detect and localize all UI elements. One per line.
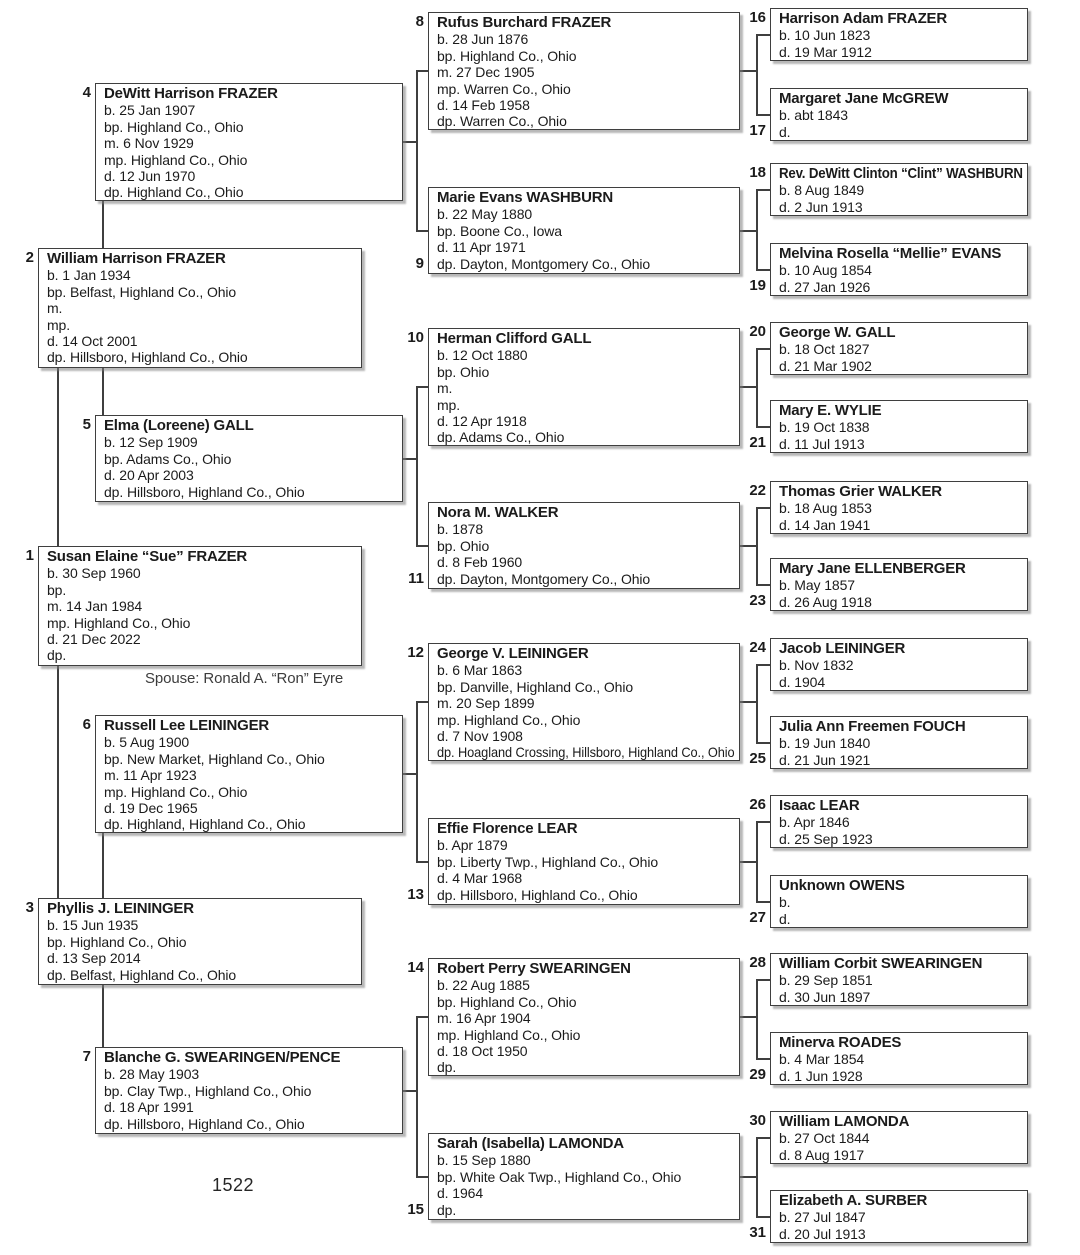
person-box	[749, 8, 1028, 61]
person-detail: b. 1 Jan 1934	[47, 267, 131, 284]
person-number: 23	[749, 591, 766, 609]
person-number: 8	[415, 13, 424, 30]
person-number: 7	[82, 1048, 91, 1065]
person-detail: b. May 1857	[779, 577, 855, 594]
connector-line	[416, 701, 418, 863]
person-number: 26	[749, 796, 766, 813]
connector-line	[738, 1176, 757, 1178]
person-detail: m. 11 Apr 1923	[104, 767, 197, 784]
person-detail: dp. Hillsboro, Highland Co., Ohio	[104, 483, 305, 500]
person-detail: m. 20 Sep 1899	[437, 695, 535, 712]
person-name: William LAMONDA	[779, 1113, 910, 1130]
person-detail: bp. Adams Co., Ohio	[104, 450, 232, 467]
person-number: 28	[749, 954, 766, 971]
person-detail: dp. Adams Co., Ohio	[437, 429, 565, 446]
person-detail: b. Apr 1879	[437, 837, 508, 854]
person-name: Phyllis J. LEININGER	[47, 900, 194, 917]
connector-line	[401, 773, 417, 775]
person-detail: bp. Danville, Highland Co., Ohio	[437, 678, 634, 695]
person-detail: dp.	[437, 1059, 457, 1076]
person-detail: bp. Boone Co., Iowa	[437, 222, 562, 239]
person-number: 20	[749, 323, 766, 340]
person-name: George V. LEININGER	[437, 645, 589, 662]
person-detail: d. 14 Feb 1958	[437, 97, 530, 114]
person-box	[749, 1032, 1028, 1085]
person-detail: d. 11 Apr 1971	[437, 239, 526, 256]
person-detail: dp. Hoagland Crossing, Hillsboro, Highland Co., Ohio	[437, 744, 735, 761]
person-detail: m.	[47, 300, 63, 317]
person-detail: b.	[779, 894, 791, 911]
person-box	[407, 1133, 740, 1220]
person-detail: b. abt 1843	[779, 107, 848, 124]
person-box	[25, 898, 362, 985]
person-detail: d. 12 Apr 1918	[437, 413, 527, 430]
person-detail: bp. Clay Twp., Highland Co., Ohio	[104, 1082, 312, 1099]
person-detail: dp.	[47, 647, 67, 664]
person-detail: d.	[779, 123, 791, 140]
person-name: Nora M. WALKER	[437, 504, 559, 521]
person-detail: bp. Highland Co., Ohio	[104, 118, 244, 135]
person-detail: d. 18 Apr 1991	[104, 1099, 194, 1116]
person-detail: mp. Highland Co., Ohio	[47, 614, 191, 631]
person-detail: mp. Warren Co., Ohio	[437, 80, 571, 97]
person-box	[415, 187, 740, 274]
person-name: Elizabeth A. SURBER	[779, 1192, 928, 1209]
person-detail: bp. White Oak Twp., Highland Co., Ohio	[437, 1168, 682, 1185]
connector-line	[401, 141, 417, 143]
person-box	[749, 716, 1028, 769]
person-name: Unknown OWENS	[779, 877, 905, 894]
person-detail: b. 15 Jun 1935	[47, 917, 139, 934]
person-name: Julia Ann Freemen FOUCH	[779, 718, 966, 735]
person-box	[407, 818, 740, 905]
connector-line	[738, 230, 757, 232]
person-detail: b. 18 Oct 1827	[779, 341, 870, 358]
person-box	[749, 1111, 1028, 1164]
connector-line	[416, 70, 418, 232]
connector-line	[738, 70, 757, 72]
person-number: 3	[25, 899, 34, 916]
person-detail: d. 12 Jun 1970	[104, 168, 196, 185]
person-number: 10	[407, 329, 424, 346]
person-number: 1	[25, 547, 34, 564]
person-name: Sarah (Isabella) LAMONDA	[437, 1135, 624, 1152]
person-name: Mary Jane ELLENBERGER	[779, 560, 966, 577]
person-number: 14	[407, 959, 424, 976]
connector-line	[416, 386, 418, 547]
person-detail: m. 6 Nov 1929	[104, 135, 194, 152]
person-detail: dp. Warren Co., Ohio	[437, 113, 567, 130]
person-number: 16	[749, 9, 766, 26]
person-name: Marie Evans WASHBURN	[437, 189, 614, 206]
person-box	[749, 322, 1028, 375]
person-detail: mp.	[47, 316, 71, 333]
connector-line	[401, 458, 417, 460]
person-detail: d. 8 Aug 1917	[779, 1146, 865, 1163]
person-detail: dp. Highland, Highland Co., Ohio	[104, 816, 306, 833]
person-number: 24	[749, 639, 766, 656]
person-box	[415, 12, 740, 130]
person-detail: b. Apr 1846	[779, 814, 850, 831]
connector-line	[738, 861, 757, 863]
person-box	[749, 638, 1028, 691]
person-detail: d. 7 Nov 1908	[437, 728, 523, 745]
person-number: 11	[408, 569, 424, 587]
person-detail: d. 19 Mar 1912	[779, 43, 872, 60]
person-detail: d. 19 Dec 1965	[104, 800, 198, 817]
person-number: 15	[407, 1200, 424, 1218]
person-detail: b. 22 Aug 1885	[437, 977, 530, 994]
person-number: 31	[749, 1223, 766, 1241]
person-detail: b. 30 Sep 1960	[47, 565, 141, 582]
person-detail: d. 27 Jan 1926	[779, 278, 871, 295]
person-number: 30	[749, 1112, 766, 1129]
person-number: 18	[749, 164, 766, 181]
person-detail: bp. Belfast, Highland Co., Ohio	[47, 283, 237, 300]
person-detail: b. 1878	[437, 521, 484, 538]
person-box	[407, 958, 740, 1076]
person-detail: d. 21 Jun 1921	[779, 751, 871, 768]
person-name: Elma (Loreene) GALL	[104, 417, 254, 434]
person-box	[749, 795, 1028, 848]
person-detail: b. 19 Jun 1840	[779, 735, 871, 752]
person-detail: dp. Hillsboro, Highland Co., Ohio	[437, 886, 638, 903]
person-detail: b. 12 Sep 1909	[104, 434, 198, 451]
person-name: Harrison Adam FRAZER	[779, 10, 947, 27]
person-number: 25	[749, 749, 766, 767]
person-box	[749, 558, 1028, 611]
person-box	[408, 502, 740, 589]
person-detail: d. 2 Jun 1913	[779, 198, 863, 215]
person-detail: d.	[779, 910, 791, 927]
person-detail: mp. Highland Co., Ohio	[104, 151, 248, 168]
person-number: 5	[82, 416, 91, 433]
person-name: Russell Lee LEININGER	[104, 717, 270, 734]
person-name: Herman Clifford GALL	[437, 330, 592, 347]
person-box	[25, 248, 362, 368]
person-detail: dp. Dayton, Montgomery Co., Ohio	[437, 570, 651, 587]
person-detail: d. 20 Apr 2003	[104, 467, 194, 484]
connector-line	[756, 664, 758, 744]
person-detail: bp. Ohio	[437, 537, 490, 554]
person-detail: b. 5 Aug 1900	[104, 734, 190, 751]
person-detail: mp.	[437, 396, 461, 413]
person-detail: m. 27 Dec 1905	[437, 64, 535, 81]
connector-line	[738, 1016, 757, 1018]
person-name: Mary E. WYLIE	[779, 402, 882, 419]
person-box	[82, 1047, 403, 1134]
person-box	[407, 643, 740, 761]
person-detail: b. 8 Aug 1849	[779, 182, 865, 199]
person-name: William Corbit SWEARINGEN	[779, 955, 983, 972]
person-box	[749, 88, 1028, 141]
person-box	[749, 243, 1028, 296]
connector-line	[416, 1016, 418, 1178]
person-detail: mp. Highland Co., Ohio	[104, 783, 248, 800]
person-box	[749, 163, 1028, 216]
person-detail: d. 21 Dec 2022	[47, 631, 141, 648]
person-box	[749, 953, 1028, 1006]
person-detail: d. 25 Sep 1923	[779, 830, 873, 847]
person-detail: d. 21 Mar 1902	[779, 357, 872, 374]
person-number: 2	[25, 249, 34, 266]
person-detail: b. 22 May 1880	[437, 206, 533, 223]
person-detail: b. 27 Oct 1844	[779, 1130, 870, 1147]
person-detail: b. 10 Jun 1823	[779, 27, 871, 44]
person-detail: mp. Highland Co., Ohio	[437, 711, 581, 728]
person-detail: b. 27 Jul 1847	[779, 1209, 866, 1226]
person-number: 13	[407, 885, 424, 903]
person-number: 22	[749, 482, 766, 499]
person-detail: d. 1964	[437, 1185, 484, 1202]
person-detail: bp. Ohio	[437, 363, 490, 380]
person-detail: d. 4 Mar 1968	[437, 870, 523, 887]
person-detail: d. 14 Oct 2001	[47, 333, 138, 350]
person-detail: d. 18 Oct 1950	[437, 1043, 528, 1060]
person-number: 4	[82, 84, 91, 101]
person-box	[25, 546, 362, 666]
person-detail: b. 28 Jun 1876	[437, 31, 529, 48]
person-detail: d. 20 Jul 1913	[779, 1225, 866, 1242]
person-detail: m. 16 Apr 1904	[437, 1010, 531, 1027]
person-detail: d. 13 Sep 2014	[47, 950, 141, 967]
person-name: Margaret Jane McGREW	[779, 90, 949, 107]
person-detail: b. 10 Aug 1854	[779, 262, 872, 279]
person-detail: b. 19 Oct 1838	[779, 419, 870, 436]
person-detail: bp. New Market, Highland Co., Ohio	[104, 750, 325, 767]
person-name: Rev. DeWitt Clinton “Clint” WASHBURN	[779, 165, 1023, 182]
person-number: 9	[415, 254, 424, 272]
person-detail: b. 25 Jan 1907	[104, 102, 196, 119]
person-detail: dp. Hillsboro, Highland Co., Ohio	[104, 1115, 305, 1132]
person-name: George W. GALL	[779, 324, 896, 341]
person-number: 29	[749, 1065, 766, 1083]
person-name: Effie Florence LEAR	[437, 820, 578, 837]
person-detail: dp. Belfast, Highland Co., Ohio	[47, 966, 237, 983]
person-name: Minerva ROADES	[779, 1034, 902, 1051]
person-detail: bp. Highland Co., Ohio	[437, 47, 577, 64]
person-detail: dp. Highland Co., Ohio	[104, 184, 244, 201]
person-detail: m. 14 Jan 1984	[47, 598, 143, 615]
person-name: Isaac LEAR	[779, 797, 860, 814]
person-detail: b. Nov 1832	[779, 657, 854, 674]
person-name: Susan Elaine “Sue” FRAZER	[47, 548, 248, 565]
person-detail: d. 8 Feb 1960	[437, 554, 523, 571]
person-name: William Harrison FRAZER	[47, 250, 226, 267]
person-detail: b. 28 May 1903	[104, 1066, 200, 1083]
person-detail: m.	[437, 380, 453, 397]
person-box	[749, 875, 1028, 928]
connector-line	[401, 1090, 417, 1092]
connector-line	[738, 386, 757, 388]
person-detail: bp.	[47, 581, 67, 598]
person-detail: b. 18 Aug 1853	[779, 500, 872, 517]
person-detail: d. 30 Jun 1897	[779, 988, 871, 1005]
person-name: Melvina Rosella “Mellie” EVANS	[779, 245, 1002, 262]
person-name: Rufus Burchard FRAZER	[437, 14, 612, 31]
person-number: 12	[407, 644, 424, 661]
connector-line	[756, 979, 758, 1060]
person-box	[407, 328, 740, 446]
person-box	[749, 481, 1028, 534]
person-box	[82, 415, 403, 502]
person-box	[749, 1190, 1028, 1243]
person-detail: b. 15 Sep 1880	[437, 1152, 531, 1169]
person-detail: b. 4 Mar 1854	[779, 1051, 865, 1068]
page-number: 1522	[212, 1175, 255, 1195]
person-name: Blanche G. SWEARINGEN/PENCE	[104, 1049, 341, 1066]
person-detail: b. 29 Sep 1851	[779, 972, 873, 989]
person-detail: b. 12 Oct 1880	[437, 347, 528, 364]
person-detail: b. 6 Mar 1863	[437, 662, 523, 679]
person-number: 6	[82, 716, 91, 733]
person-detail: bp. Highland Co., Ohio	[437, 993, 577, 1010]
person-detail: d. 26 Aug 1918	[779, 593, 872, 610]
person-detail: d. 1 Jun 1928	[779, 1067, 863, 1084]
connector-line	[756, 34, 758, 116]
person-detail: bp. Liberty Twp., Highland Co., Ohio	[437, 853, 659, 870]
person-detail: bp. Highland Co., Ohio	[47, 933, 187, 950]
person-detail: d. 14 Jan 1941	[779, 516, 871, 533]
person-detail: mp. Highland Co., Ohio	[437, 1026, 581, 1043]
person-detail: dp. Hillsboro, Highland Co., Ohio	[47, 349, 248, 366]
person-number: 27	[749, 908, 766, 926]
person-detail: d. 1904	[779, 673, 826, 690]
spouse-note: Spouse: Ronald A. “Ron” Eyre	[145, 670, 344, 687]
person-name: Robert Perry SWEARINGEN	[437, 960, 631, 977]
person-box	[82, 83, 403, 201]
connector-line	[738, 545, 757, 547]
person-detail: d. 11 Jul 1913	[779, 435, 865, 452]
connector-line	[738, 701, 757, 703]
person-box	[749, 400, 1028, 453]
person-number: 21	[749, 433, 766, 451]
person-name: DeWitt Harrison FRAZER	[104, 85, 278, 102]
person-number: 17	[749, 121, 766, 139]
person-name: Thomas Grier WALKER	[779, 483, 942, 500]
person-box	[82, 715, 403, 833]
person-number: 19	[749, 276, 766, 294]
person-detail: dp.	[437, 1201, 457, 1218]
person-detail: dp. Dayton, Montgomery Co., Ohio	[437, 255, 651, 272]
person-name: Jacob LEININGER	[779, 640, 906, 657]
